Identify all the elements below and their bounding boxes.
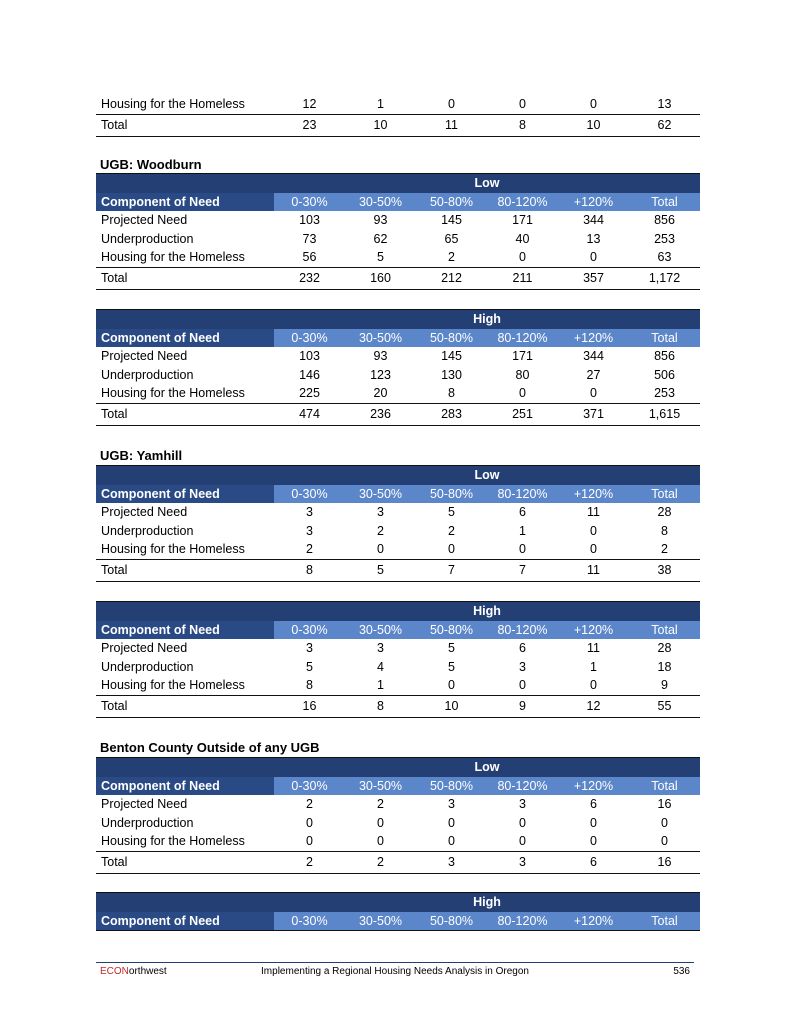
table-row bbox=[96, 384, 700, 403]
cell: 10 bbox=[416, 695, 487, 717]
cell: 3 bbox=[487, 851, 558, 873]
column-header: 30-50% bbox=[345, 912, 416, 931]
brand-logo-rest: orthwest bbox=[128, 966, 167, 977]
column-header: 30-50% bbox=[345, 621, 416, 639]
cell: 1 bbox=[345, 95, 416, 114]
row-label: Projected Need bbox=[101, 641, 188, 655]
row-label: Underproduction bbox=[101, 659, 194, 674]
column-header: Component of Need bbox=[96, 329, 274, 347]
page-footer bbox=[96, 966, 694, 980]
cell: 2 bbox=[274, 851, 345, 873]
column-header: Total bbox=[629, 193, 700, 211]
row-label: Housing for the Homeless bbox=[96, 384, 274, 403]
cell: 16 bbox=[629, 851, 700, 873]
cell: 5 bbox=[448, 659, 455, 674]
cell: 506 bbox=[654, 367, 675, 382]
cell: 62 bbox=[373, 231, 388, 246]
column-header: Component of Need bbox=[96, 912, 274, 931]
band-header-row bbox=[96, 602, 700, 622]
cell: 145 bbox=[441, 349, 462, 363]
band-header-row bbox=[96, 466, 700, 486]
cell: 0 bbox=[558, 384, 629, 403]
column-header: 80-120% bbox=[487, 621, 558, 639]
column-header: 50-80% bbox=[416, 621, 487, 639]
cell: 3 bbox=[448, 797, 455, 811]
column-header: 0-30% bbox=[274, 193, 345, 211]
band-label: Low bbox=[416, 758, 558, 778]
benton-low-table bbox=[96, 757, 700, 874]
column-header: 80-120% bbox=[487, 329, 558, 347]
cell: 3 bbox=[306, 523, 313, 538]
column-header: 80-120% bbox=[487, 912, 558, 931]
cell: 0 bbox=[416, 676, 487, 695]
footer-document-title: Implementing a Regional Housing Needs Analysis in Oregon bbox=[261, 966, 529, 977]
column-header: 30-50% bbox=[345, 193, 416, 211]
cell: 73 bbox=[302, 231, 317, 246]
cell: 3 bbox=[377, 505, 384, 519]
column-header: 0-30% bbox=[274, 621, 345, 639]
column-header: 80-120% bbox=[487, 193, 558, 211]
cell: 0 bbox=[590, 815, 597, 830]
column-header: 50-80% bbox=[416, 193, 487, 211]
continuation-table bbox=[96, 95, 700, 137]
column-header: +120% bbox=[558, 621, 629, 639]
cell: 0 bbox=[487, 384, 558, 403]
cell: 253 bbox=[654, 231, 675, 246]
column-header: Component of Need bbox=[96, 193, 274, 211]
cell: 40 bbox=[515, 231, 530, 246]
yamhill-high-table bbox=[96, 601, 700, 718]
cell: 0 bbox=[487, 95, 558, 114]
cell: 474 bbox=[274, 403, 345, 425]
cell: 9 bbox=[629, 676, 700, 695]
cell: 225 bbox=[274, 384, 345, 403]
cell: 1,615 bbox=[629, 403, 700, 425]
cell: 130 bbox=[441, 367, 462, 382]
table-row bbox=[96, 522, 700, 541]
cell: 65 bbox=[444, 231, 459, 246]
cell: 8 bbox=[345, 695, 416, 717]
row-label: Housing for the Homeless bbox=[96, 95, 274, 114]
row-label: Underproduction bbox=[101, 523, 194, 538]
column-header: Component of Need bbox=[96, 621, 274, 639]
cell: 212 bbox=[416, 267, 487, 289]
column-header: 30-50% bbox=[345, 777, 416, 795]
cell: 1 bbox=[345, 676, 416, 695]
cell: 0 bbox=[558, 248, 629, 267]
total-row bbox=[96, 695, 700, 717]
cell: 2 bbox=[377, 797, 384, 811]
row-label: Projected Need bbox=[101, 505, 188, 519]
cell: 5 bbox=[345, 559, 416, 581]
table-row bbox=[96, 540, 700, 559]
cell: 8 bbox=[661, 523, 668, 538]
column-header: +120% bbox=[558, 485, 629, 503]
row-label: Projected Need bbox=[101, 213, 188, 227]
table-row bbox=[96, 639, 700, 658]
band-label: High bbox=[416, 893, 558, 913]
cell: 2 bbox=[306, 797, 313, 811]
row-label: Total bbox=[96, 851, 274, 873]
column-header: 30-50% bbox=[345, 485, 416, 503]
cell: 0 bbox=[487, 832, 558, 851]
cell: 0 bbox=[345, 540, 416, 559]
cell: 20 bbox=[345, 384, 416, 403]
cell: 8 bbox=[274, 559, 345, 581]
cell: 55 bbox=[629, 695, 700, 717]
band-label: High bbox=[416, 310, 558, 330]
table-row bbox=[96, 248, 700, 267]
cell: 18 bbox=[657, 659, 672, 674]
cell: 371 bbox=[558, 403, 629, 425]
row-label: Total bbox=[96, 114, 274, 136]
table-row bbox=[96, 832, 700, 851]
table-row bbox=[96, 95, 700, 114]
cell: 2 bbox=[377, 523, 384, 538]
row-label: Total bbox=[96, 403, 274, 425]
column-header: Total bbox=[629, 777, 700, 795]
table-row bbox=[96, 347, 700, 366]
column-header: 0-30% bbox=[274, 912, 345, 931]
cell: 1,172 bbox=[629, 267, 700, 289]
cell: 344 bbox=[583, 349, 604, 363]
cell: 56 bbox=[274, 248, 345, 267]
cell: 28 bbox=[657, 641, 672, 655]
column-header-row bbox=[96, 912, 700, 931]
cell: 0 bbox=[416, 95, 487, 114]
column-header-row bbox=[96, 621, 700, 639]
table-row bbox=[96, 211, 700, 230]
column-header: Total bbox=[629, 621, 700, 639]
cell: 5 bbox=[448, 641, 455, 655]
cell: 3 bbox=[416, 851, 487, 873]
cell: 211 bbox=[487, 267, 558, 289]
cell: 4 bbox=[377, 659, 384, 674]
cell: 0 bbox=[416, 832, 487, 851]
cell: 123 bbox=[370, 367, 391, 382]
table-row bbox=[96, 814, 700, 833]
column-header: 80-120% bbox=[487, 777, 558, 795]
total-row bbox=[96, 403, 700, 425]
cell: 12 bbox=[274, 95, 345, 114]
cell: 856 bbox=[654, 349, 675, 363]
cell: 10 bbox=[558, 114, 629, 136]
table-row bbox=[96, 503, 700, 522]
cell: 0 bbox=[306, 815, 313, 830]
cell: 11 bbox=[558, 559, 629, 581]
cell: 0 bbox=[558, 95, 629, 114]
table-row bbox=[96, 676, 700, 695]
cell: 232 bbox=[274, 267, 345, 289]
cell: 7 bbox=[487, 559, 558, 581]
band-header-row bbox=[96, 310, 700, 330]
cell: 0 bbox=[448, 815, 455, 830]
brand-logo-accent: ECON bbox=[100, 966, 129, 977]
cell: 5 bbox=[448, 505, 455, 519]
benton-high-table bbox=[96, 892, 700, 931]
cell: 103 bbox=[299, 349, 320, 363]
band-label: Low bbox=[416, 174, 558, 194]
cell: 0 bbox=[519, 815, 526, 830]
column-header: +120% bbox=[558, 777, 629, 795]
cell: 0 bbox=[487, 248, 558, 267]
column-header: Total bbox=[629, 485, 700, 503]
cell: 23 bbox=[274, 114, 345, 136]
column-header: 80-120% bbox=[487, 485, 558, 503]
column-header-row bbox=[96, 193, 700, 211]
cell: 11 bbox=[587, 641, 600, 655]
column-header: Component of Need bbox=[96, 485, 274, 503]
cell: 1 bbox=[519, 523, 526, 538]
section-title-benton: Benton County Outside of any UGB bbox=[100, 740, 320, 755]
row-label: Housing for the Homeless bbox=[96, 248, 274, 267]
column-header: 50-80% bbox=[416, 485, 487, 503]
cell: 1 bbox=[590, 659, 597, 674]
row-label: Total bbox=[96, 559, 274, 581]
cell: 5 bbox=[345, 248, 416, 267]
cell: 160 bbox=[345, 267, 416, 289]
table-row bbox=[96, 366, 700, 385]
cell: 2 bbox=[629, 540, 700, 559]
band-label: Low bbox=[416, 466, 558, 486]
footer-divider bbox=[96, 962, 694, 963]
cell: 63 bbox=[629, 248, 700, 267]
cell: 171 bbox=[512, 213, 533, 227]
column-header: Component of Need bbox=[96, 777, 274, 795]
cell: 0 bbox=[590, 523, 597, 538]
column-header-row bbox=[96, 777, 700, 795]
total-row bbox=[96, 559, 700, 581]
column-header: 0-30% bbox=[274, 329, 345, 347]
row-label: Total bbox=[96, 695, 274, 717]
section-title-woodburn: UGB: Woodburn bbox=[100, 157, 202, 172]
cell: 2 bbox=[416, 248, 487, 267]
cell: 0 bbox=[274, 832, 345, 851]
cell: 103 bbox=[299, 213, 320, 227]
cell: 6 bbox=[519, 641, 526, 655]
column-header: +120% bbox=[558, 912, 629, 931]
row-label: Underproduction bbox=[101, 367, 194, 382]
cell: 3 bbox=[519, 659, 526, 674]
cell: 3 bbox=[519, 797, 526, 811]
cell: 12 bbox=[558, 695, 629, 717]
cell: 236 bbox=[345, 403, 416, 425]
column-header-row bbox=[96, 329, 700, 347]
band-label: High bbox=[416, 602, 558, 622]
cell: 8 bbox=[274, 676, 345, 695]
row-label: Housing for the Homeless bbox=[96, 676, 274, 695]
cell: 283 bbox=[416, 403, 487, 425]
cell: 6 bbox=[590, 797, 597, 811]
page-number: 536 bbox=[673, 966, 690, 977]
row-label: Projected Need bbox=[101, 797, 188, 811]
cell: 0 bbox=[558, 676, 629, 695]
cell: 13 bbox=[629, 95, 700, 114]
cell: 146 bbox=[299, 367, 320, 382]
column-header: 50-80% bbox=[416, 777, 487, 795]
cell: 11 bbox=[416, 114, 487, 136]
table-row bbox=[96, 658, 700, 677]
cell: 253 bbox=[629, 384, 700, 403]
table-row bbox=[96, 795, 700, 814]
column-header: Total bbox=[629, 912, 700, 931]
cell: 2 bbox=[274, 540, 345, 559]
table-row bbox=[96, 230, 700, 249]
cell: 8 bbox=[416, 384, 487, 403]
woodburn-low-table bbox=[96, 173, 700, 290]
yamhill-low-table bbox=[96, 465, 700, 582]
column-header: 50-80% bbox=[416, 912, 487, 931]
column-header: Total bbox=[629, 329, 700, 347]
cell: 0 bbox=[661, 815, 668, 830]
column-header-row bbox=[96, 485, 700, 503]
cell: 93 bbox=[373, 349, 388, 363]
cell: 16 bbox=[274, 695, 345, 717]
column-header: +120% bbox=[558, 329, 629, 347]
total-row bbox=[96, 851, 700, 873]
total-row bbox=[96, 267, 700, 289]
cell: 8 bbox=[487, 114, 558, 136]
cell: 2 bbox=[448, 523, 455, 538]
cell: 16 bbox=[657, 797, 672, 811]
cell: 62 bbox=[629, 114, 700, 136]
cell: 6 bbox=[558, 851, 629, 873]
cell: 13 bbox=[586, 231, 601, 246]
cell: 0 bbox=[558, 540, 629, 559]
cell: 251 bbox=[487, 403, 558, 425]
cell: 856 bbox=[654, 213, 675, 227]
band-header-row bbox=[96, 893, 700, 913]
cell: 0 bbox=[377, 815, 384, 830]
cell: 0 bbox=[345, 832, 416, 851]
cell: 11 bbox=[587, 505, 600, 519]
column-header: 50-80% bbox=[416, 329, 487, 347]
section-title-yamhill: UGB: Yamhill bbox=[100, 448, 183, 463]
row-label: Underproduction bbox=[101, 231, 194, 246]
cell: 28 bbox=[657, 505, 672, 519]
column-header: 0-30% bbox=[274, 777, 345, 795]
row-label: Projected Need bbox=[101, 349, 188, 363]
cell: 3 bbox=[377, 641, 384, 655]
row-label: Underproduction bbox=[101, 815, 194, 830]
cell: 10 bbox=[345, 114, 416, 136]
cell: 0 bbox=[558, 832, 629, 851]
cell: 171 bbox=[512, 349, 533, 363]
column-header: 0-30% bbox=[274, 485, 345, 503]
row-label: Housing for the Homeless bbox=[96, 540, 274, 559]
cell: 0 bbox=[629, 832, 700, 851]
row-label: Housing for the Homeless bbox=[96, 832, 274, 851]
cell: 0 bbox=[487, 676, 558, 695]
cell: 0 bbox=[487, 540, 558, 559]
cell: 9 bbox=[487, 695, 558, 717]
cell: 344 bbox=[583, 213, 604, 227]
cell: 2 bbox=[345, 851, 416, 873]
cell: 80 bbox=[515, 367, 530, 382]
cell: 5 bbox=[306, 659, 313, 674]
cell: 145 bbox=[441, 213, 462, 227]
total-row bbox=[96, 114, 700, 136]
cell: 38 bbox=[629, 559, 700, 581]
woodburn-high-table bbox=[96, 309, 700, 426]
column-header: +120% bbox=[558, 193, 629, 211]
cell: 27 bbox=[586, 367, 601, 382]
cell: 7 bbox=[416, 559, 487, 581]
band-header-row bbox=[96, 174, 700, 194]
cell: 357 bbox=[558, 267, 629, 289]
row-label: Total bbox=[96, 267, 274, 289]
band-header-row bbox=[96, 758, 700, 778]
column-header: 30-50% bbox=[345, 329, 416, 347]
cell: 6 bbox=[519, 505, 526, 519]
cell: 3 bbox=[306, 641, 313, 655]
cell: 3 bbox=[306, 505, 313, 519]
cell: 93 bbox=[373, 213, 388, 227]
cell: 0 bbox=[416, 540, 487, 559]
